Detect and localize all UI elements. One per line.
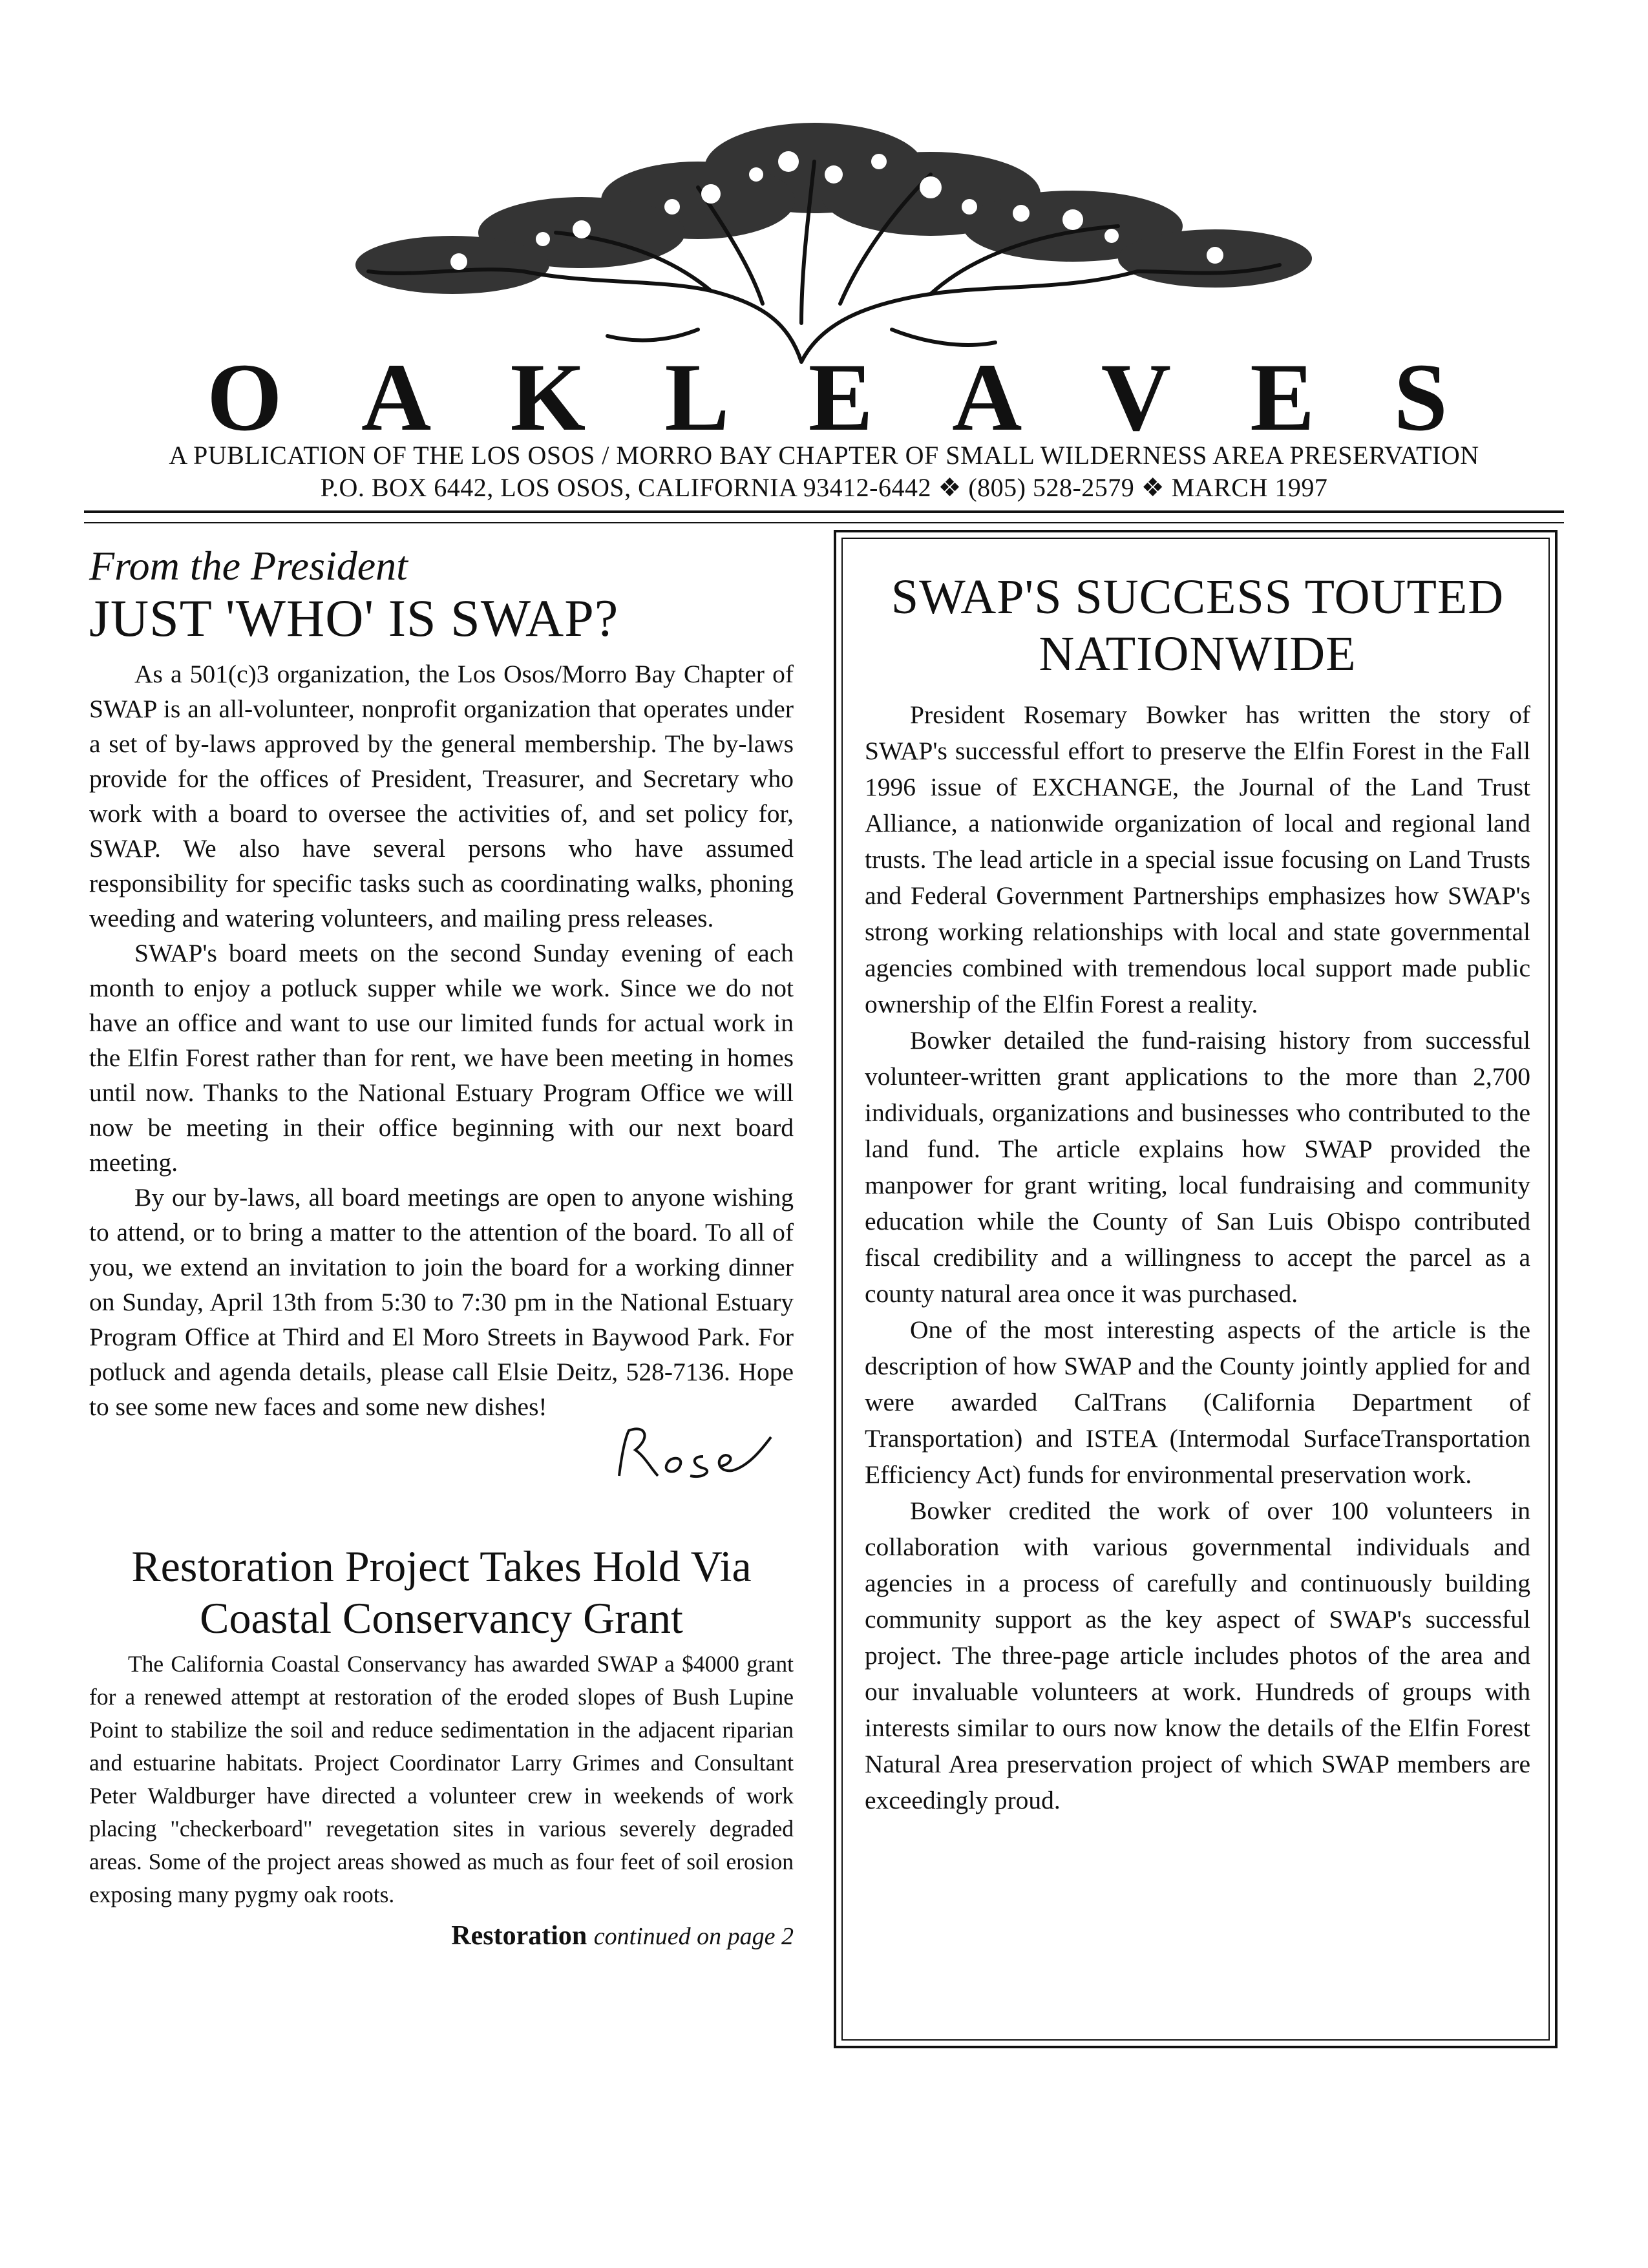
nameplate-letter: A (361, 344, 432, 451)
swap-success-box (834, 530, 1558, 2048)
swap-headline-line: SWAP'S SUCCESS TOUTED (891, 570, 1505, 624)
nameplate-letter: S (1393, 344, 1448, 451)
nameplate-letter: K (510, 344, 586, 451)
president-paragraph: By our by-laws, all board meetings are open to anyone wishing to attend, or to bring a matter to the attention of the board. To all of you, we extend an invitation to join the board for a working dinner on Sunday, April 13th from 5:30 to 7:30 pm in the National Estuary Program Office at Third and El Moro Streets in Baywood Park. For potluck and agenda details, please call Elsie Deitz, 528-7136. Hope to see some new faces and some new dishes! (89, 1183, 794, 1421)
president-paragraph: SWAP's board meets on the second Sunday evening of each month to enjoy a potluck supper while we work. Since we do not have an office and want to use our limited funds for actual work in the Elfin Forest rather than for rent, we have been meeting in homes until now. Thanks to the National Estuary Program Office we will now be meeting in their office beginning with our next board meeting. (89, 939, 794, 1177)
nameplate-letter: A (952, 344, 1022, 451)
swap-success-article (865, 569, 1530, 1818)
restoration-headline-line: Coastal Conservancy Grant (200, 1593, 683, 1643)
continued-note (89, 1920, 794, 1951)
president-paragraph: As a 501(c)3 organization, the Los Osos/Morro Bay Chapter of SWAP is an all-volunteer, nonprofit organization that operates under a set of by-laws approved by the general membership. The by-laws provide for the offices of President, Treasurer, and Secretary who work with a board to oversee the activities of, and set policy for, SWAP. We also have several persons who have assumed responsibility for specific tasks such as coordinating walks, phoning weeding and watering volunteers, and mailing press releases. (89, 660, 794, 932)
masthead-rule (84, 522, 1564, 523)
nameplate-letter: O (207, 344, 282, 451)
restoration-headline-line: Restoration Project Takes Hold Via (131, 1542, 752, 1591)
nameplate-letter: E (1250, 344, 1315, 451)
nameplate-letter: E (808, 344, 873, 451)
swap-headline-line: NATIONWIDE (1039, 627, 1357, 681)
publication-line: A PUBLICATION OF THE LOS OSOS / MORRO BAY CHAPTER OF SMALL WILDERNESS AREA PRESERVATION (169, 441, 1479, 470)
continued-label: Restoration (451, 1921, 587, 1951)
handwritten-signature (606, 1411, 774, 1489)
restoration-paragraph: The California Coastal Conservancy has awarded SWAP a $4000 grant for a renewed attempt at restoration of the eroded slopes of Bush Lupine Point to stabilize the soil and reduce sedimentation in the adjacent riparian and estuarine habitats. Project Coordinator Larry Grimes and Consultant Peter Waldburger have directed a volunteer crew in weekends of work placing "checkerboard" revegetation sites in various severely degraded areas. Some of the project areas showed as much as four feet of soil erosion exposing many pygmy oak roots. (89, 1651, 794, 1907)
masthead-rule (84, 510, 1564, 513)
continued-text: continued on page 2 (593, 1923, 794, 1950)
oak-tree-illustration (310, 110, 1344, 368)
swap-paragraph: President Rosemary Bowker has written the story of SWAP's successful effort to preserve the Elfin Forest in the Fall 1996 issue of EXCHANGE, the Journal of the Land Trust Alliance, a nationwide organization of local and regional land trusts. The lead article in a special issue focusing on Land Trusts and Federal Government Partnerships emphasizes how SWAP's strong working relationships with local and state governmental agencies combined with tremendous local support made public ownership of the Elfin Forest a reality. (865, 700, 1530, 1018)
nameplate-letter: L (664, 344, 730, 451)
address-line: P.O. BOX 6442, LOS OSOS, CALIFORNIA 93412-6442 ❖ (805) 528-2579 ❖ MARCH 1997 (320, 473, 1328, 502)
president-headline: JUST 'WHO' IS SWAP? (89, 589, 619, 647)
swap-paragraph: Bowker credited the work of over 100 volunteers in collaboration with various governmental individuals and agencies in a process of carefully and continuously building community support as the key aspect of SWAP's successful project. The three-page article includes photos of the area and our invaluable volunteers at work. Hundreds of groups with interests similar to ours now know the details of the Elfin Forest Natural Area preservation project of which SWAP members are exceedingly proud. (865, 1496, 1530, 1814)
swap-success-headline (865, 569, 1530, 682)
restoration-headline (89, 1540, 794, 1644)
president-kicker: From the President (89, 543, 408, 589)
swap-paragraph: Bowker detailed the fund-raising history from successful volunteer-written grant applications to the more than 2,700 individuals, organizations and businesses who contributed to the land fund. The article explains how SWAP provided the manpower for grant writing, local fundraising and community education while the County of San Luis Obispo contributed fiscal credibility and a willingness to accept the parcel as a county natural area once it was purchased. (865, 1026, 1530, 1308)
left-column (89, 543, 794, 1951)
masthead-subtitle (78, 439, 1570, 504)
swap-paragraph: One of the most interesting aspects of the article is the description of how SWAP and the County jointly applied for and were awarded CalTrans (California Department of Transportation) and ISTEA (Intermodal SurfaceTransportation Efficiency Act) funds for environmental preservation work. (865, 1316, 1530, 1489)
nameplate-letter: V (1101, 344, 1171, 451)
